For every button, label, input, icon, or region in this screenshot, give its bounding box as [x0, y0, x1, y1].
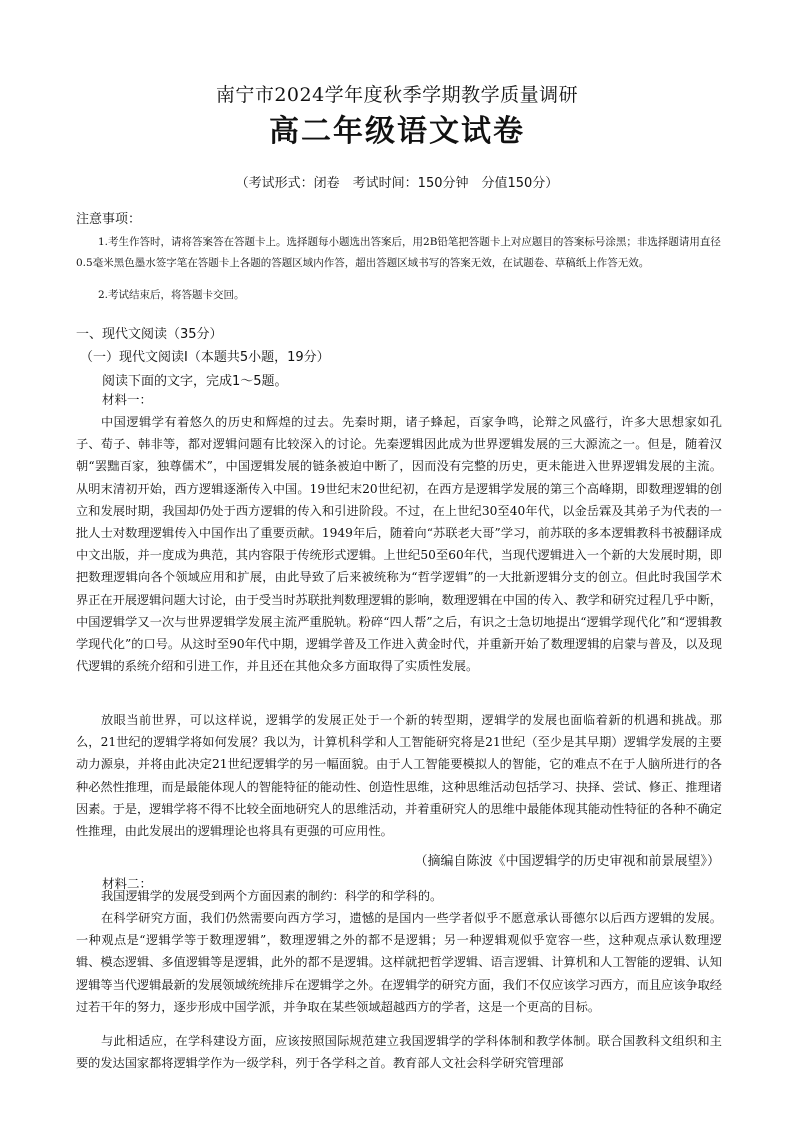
exam-title: 高二年级语文试卷: [269, 114, 525, 149]
material-two-paragraph-3: 与此相适应，在学科建设方面，应该按照国际规范建立我国逻辑学的学科体制和教学体制。联合国教科文组织和主要的发达国家都将逻辑学作为一级学科，列于各学科之首。教育部人文社会科学研究管理部: [76, 1034, 722, 1071]
section-heading: 一、现代文阅读（35分）: [76, 327, 223, 342]
material-one-label: 材料一：: [102, 392, 153, 407]
material-two-paragraph-1: 我国逻辑学的发展受到两个方面因素的制约：科学的和学科的。: [101, 889, 443, 903]
material-one-paragraph-2: 放眼当前世界，可以这样说，逻辑学的发展正处于一个新的转型期，逻辑学的发展也面临着新的机遇和挑战。那么，21世纪的逻辑学将如何发展？我以为，计算机科学和人工智能研究将是21世纪（至少是其早期）逻辑学发展的主要动力源泉，并将由此决定21世纪逻辑学的另一幅面貌。由于人工智能要模拟人的智能，它的难点不在于人脑所进行的各种必然性推理，而是最能体现人的智能特征的能动性、创造性思维，这种思维活动包括学习、抉择、尝试、修正、推理诸因素。于是，逻辑学将不得不比较全面地研究人的思维活动，并着重研究人的思维中最能体现其能动性特征的各种不确定性推理，由此发展出的逻辑理论也将具有更强的可应用性。: [76, 713, 722, 839]
material-two-paragraph-2: 在科学研究方面，我们仍然需要向西方学习，遗憾的是国内一些学者似乎不愿意承认哥德尔以后西方逻辑的发展。一种观点是“逻辑学等于数理逻辑”，数理逻辑之外的都不是逻辑；另一种逻辑观似乎宽容一些，这种观点承认数理逻辑、模态逻辑、多值逻辑等是逻辑，此外的都不是逻辑。这样就把哲学逻辑、语言逻辑、计算机和人工智能的逻辑、认知逻辑等当代逻辑最新的发展领域统统排斥在逻辑学之外。在逻辑学的研究方面，我们不仅应该学习西方，而且应该争取经过若干年的努力，逐步形成中国学派，并争取在某些领域超越西方的学者，这是一个更高的目标。: [76, 911, 722, 1014]
notice-heading: 注意事项：: [76, 212, 142, 227]
reading-instruction: 阅读下面的文字，完成1～5题。: [102, 374, 288, 389]
notice-item-2: 2.考试结束后，将答题卡交回。: [98, 289, 245, 301]
subsection-heading: （一）现代文阅读Ⅰ（本题共5小题，19分）: [80, 350, 330, 365]
material-one-paragraph-1: 中国逻辑学有着悠久的历史和辉煌的过去。先秦时期，诸子蜂起，百家争鸣，论辩之风盛行，许多大思想家如孔子、荀子、韩非等，都对逻辑问题有比较深入的讨论。先秦逻辑因此成为世界逻辑发展的三大源流之一。但是，随着汉朝“罢黜百家，独尊儒术”，中国逻辑发展的链条被迫中断了，因而没有完整的历史，更未能进入世界逻辑发展的主流。从明末清初开始，西方逻辑逐渐传入中国。19世纪末20世纪初，在西方是逻辑学发展的第三个高峰期，即数理逻辑的创立和发展时期，我国却仍处于西方逻辑的传入和引进阶段。不过，在上世纪30至40年代，以金岳霖及其弟子为代表的一批人士对数理逻辑传入中国作出了重要贡献。1949年后，随着向“苏联老大哥”学习，前苏联的多本逻辑教科书被翻译成中文出版，并一度成为典范，其内容限于传统形式逻辑。上世纪50至60年代，当现代逻辑进入一个新的大发展时期，即把数理逻辑向各个领域应用和扩展，由此导致了后来被统称为“哲学逻辑”的一大批新逻辑分支的创立。但此时我国学术界正在开展逻辑问题大讨论，由于受当时苏联批判数理逻辑的影响，数理逻辑在中国的传入、教学和研究过程几乎中断，中国逻辑学又一次与世界逻辑学发展主流严重脱轨。粉碎“四人帮”之后，有识之士急切地提出“逻辑学现代化”和“逻辑教学现代化”的口号。从这时至90年代中期，逻辑学普及工作进入黄金时代，并重新开始了数理逻辑的启蒙与普及，以及现代逻辑的系统介绍和引进工作，并且还在其他众多方面取得了实质性发展。: [76, 415, 722, 674]
material-one-source: （摘编自陈波《中国逻辑学的历史审视和前景展望》）: [414, 854, 720, 869]
material-two-label: 材料二：: [102, 876, 153, 891]
notice-item-1: 1.考生作答时，请将答案答在答题卡上。选择题每小题选出答案后，用2B铅笔把答题卡上对应题目的答案标号涂黑；非选择题请用直径0.5毫米黑色墨水签字笔在答题卡上各题的答题区域内作答，超出答题区域书写的答案无效，在试题卷、草稿纸上作答无效。: [76, 236, 721, 269]
exam-info: （考试形式：闭卷 考试时间：150分钟 分值150分）: [235, 176, 559, 191]
exam-subtitle: 南宁市2024学年度秋季学期教学质量调研: [215, 84, 579, 106]
